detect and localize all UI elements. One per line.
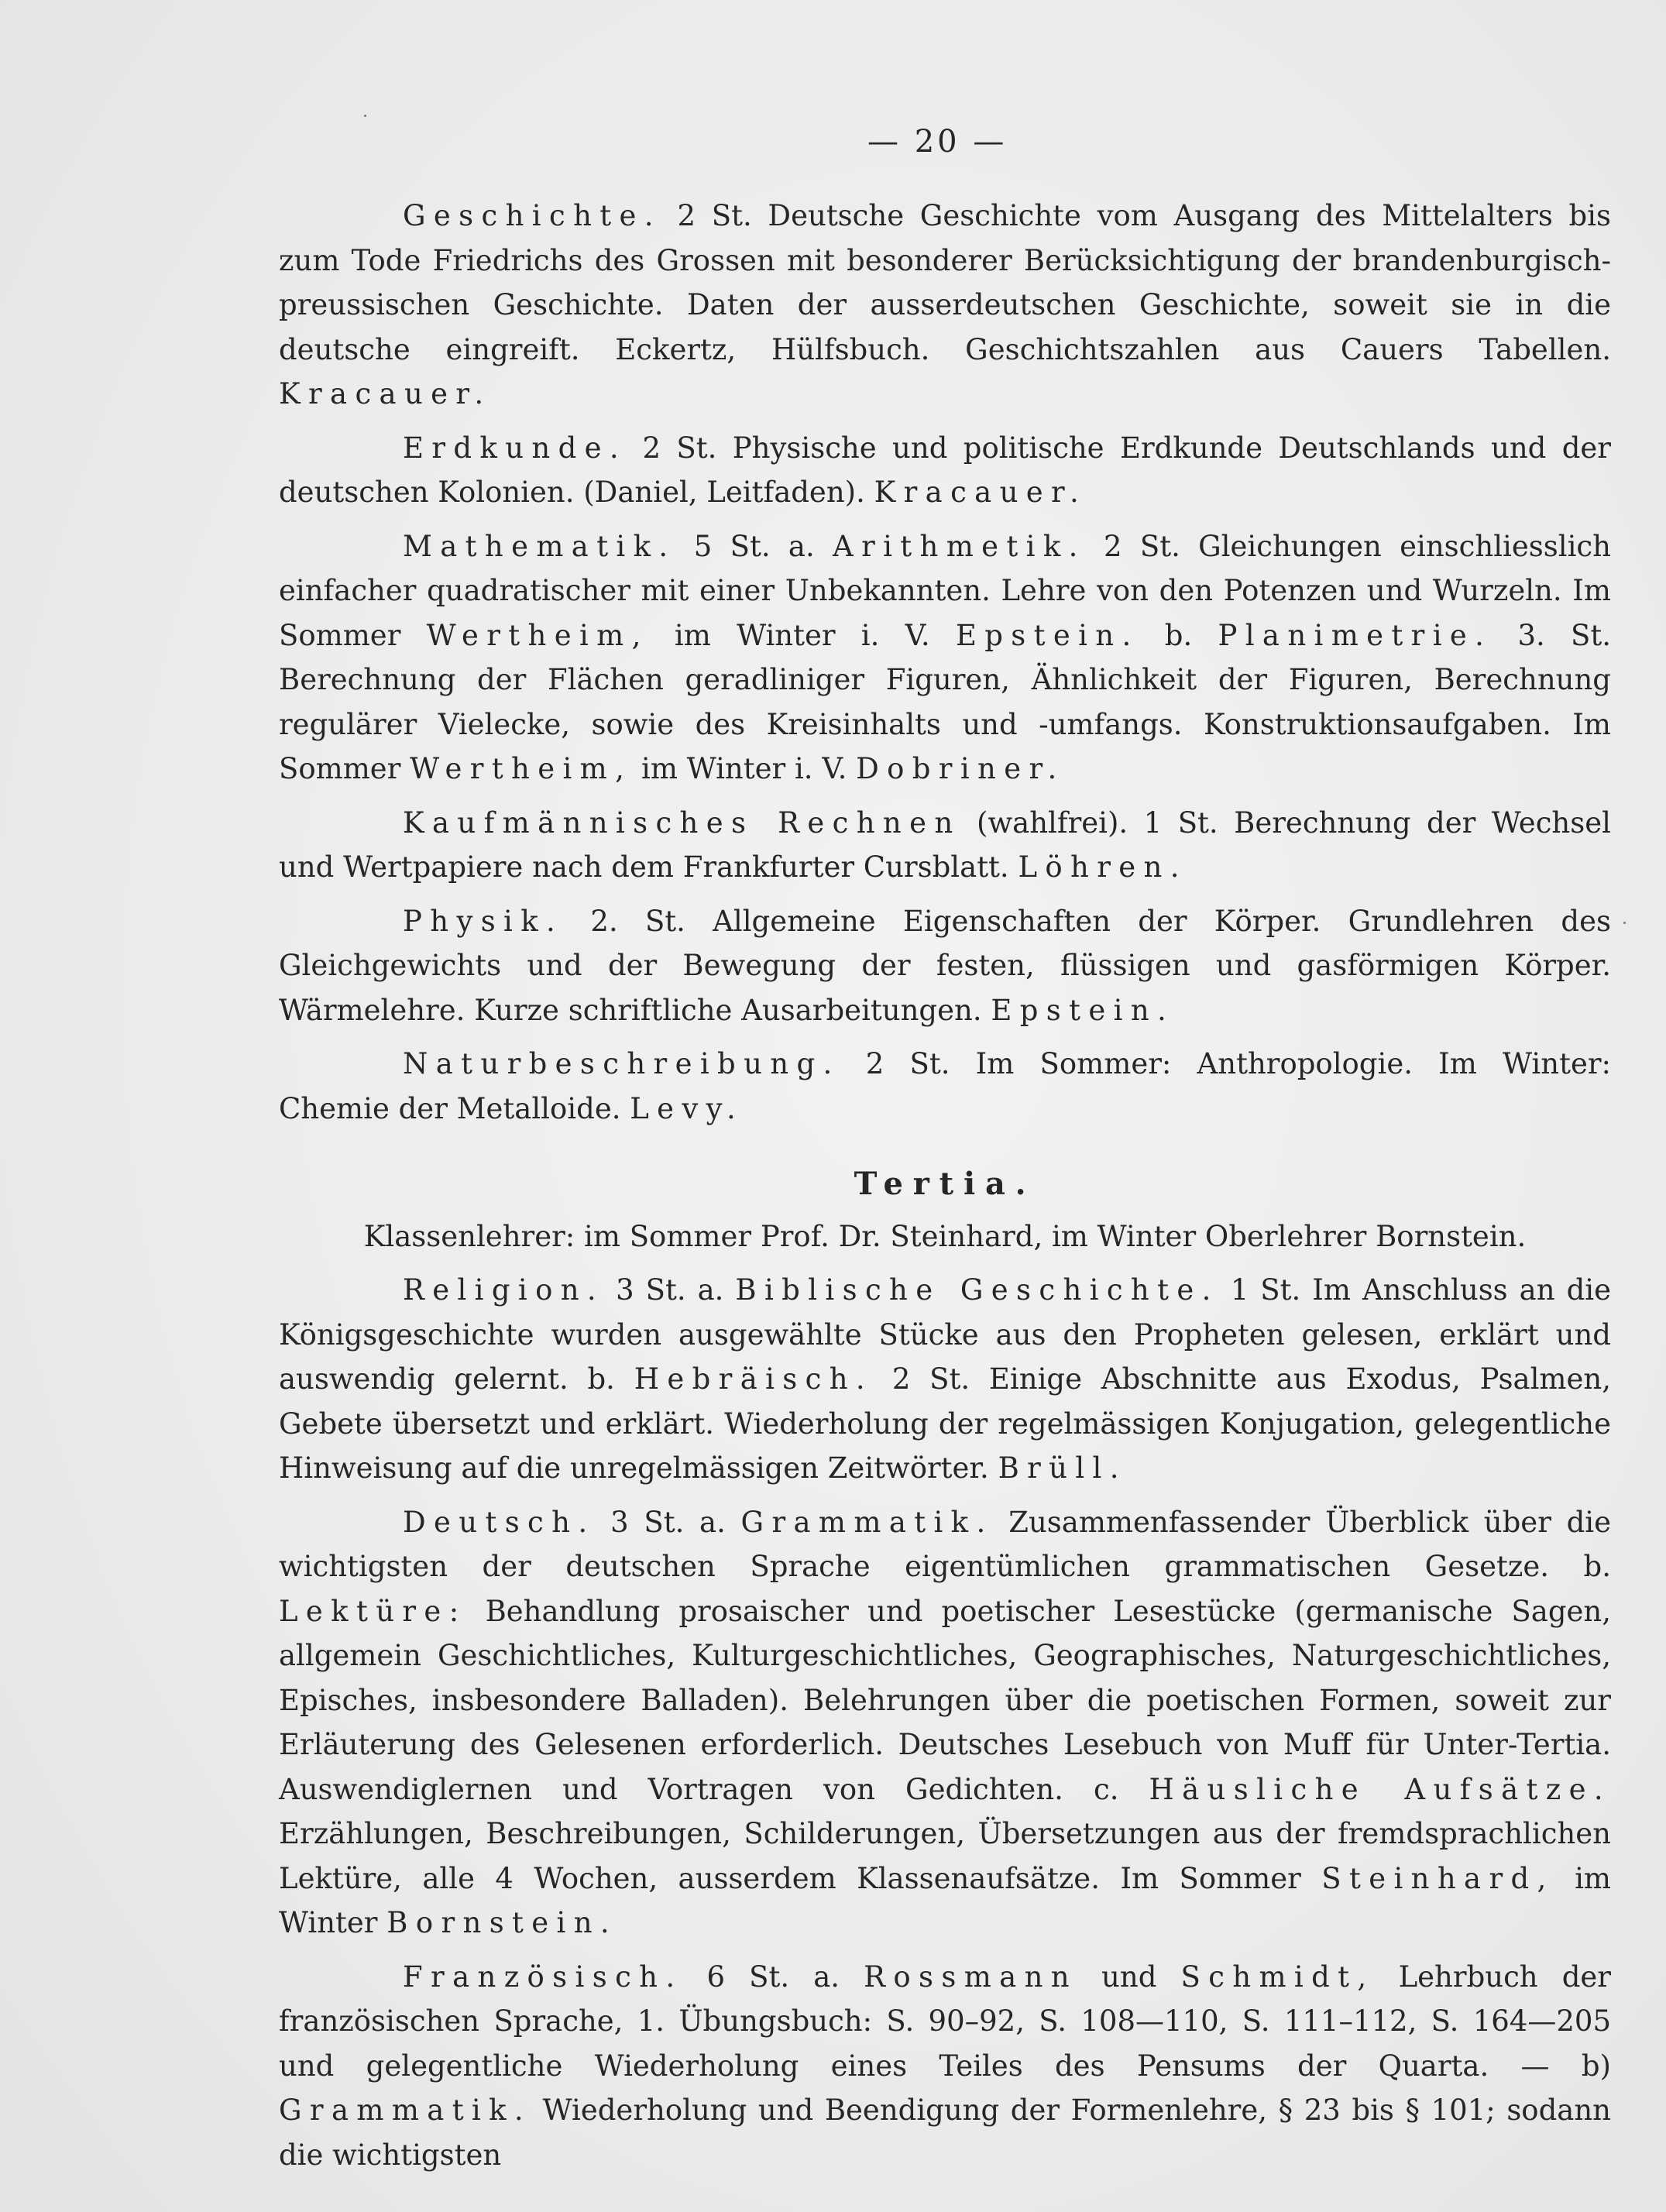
teacher-name: Bornstein. (386, 1906, 618, 1939)
paragraph-physik (279, 899, 1611, 1033)
subject-heading: Mathematik. (403, 529, 676, 563)
paragraph-text: (wahlfrei). 1 St. Berechnung der Wechsel und Wertpapiere nach dem Frankfurter Cursblatt. (279, 805, 1611, 884)
teacher-name: Epstein. (991, 993, 1175, 1027)
paragraph-franzoesisch (279, 1955, 1611, 2178)
paragraph-text: 6 St. a. (682, 1960, 864, 1994)
teacher-name: Steinhard, (1321, 1861, 1554, 1895)
subsection-heading: Häusliche Aufsätze. (1149, 1772, 1611, 1806)
paragraph-deutsch (279, 1500, 1611, 1946)
paragraph-text: b. (1139, 618, 1218, 652)
subject-heading: Kaufmännisches Rechnen (403, 805, 961, 840)
teacher-name: Kracauer. (279, 377, 492, 410)
class-teacher-line: Klassenlehrer: im Sommer Prof. Dr. Steinhard, im Winter Oberlehrer Bornstein. (363, 1219, 1527, 1253)
subsection-heading: Lektüre: (279, 1594, 467, 1628)
paragraph-text: 2 St. Einige Abschnitte aus Exodus, Psalmen, Gebete übersetzt und erklärt. Wiederholung der regelmässigen Konjugation, gelegentliche Hinweisung auf die unregelmässigen Zeitwörter. (279, 1362, 1611, 1485)
teacher-name: Wertheim, (410, 752, 633, 785)
subject-heading: Religion. (403, 1273, 605, 1307)
section-title-tertia: Tertia. (854, 1166, 1036, 1202)
paragraph-naturbeschreibung (279, 1042, 1611, 1131)
paragraph-kaufmaennisches-rechnen (279, 801, 1611, 890)
paragraph-text: Behandlung prosaischer und poetischer Lesestücke (germanische Sagen, allgemein Geschichtliches, Kulturgeschichtliches, Geographisches, Naturgeschichtliches, Episches, insbesondere Balladen). Belehrungen über die poetischen Formen, soweit zur Erläuterung des Gelesenen erforderlich. Deutsches Lesebuch von Muff für Unter-Tertia. Auswendiglernen und Vortragen von Gedichten. c. (279, 1594, 1611, 1806)
subsection-heading: Planimetrie. (1218, 618, 1493, 652)
paragraph-text: 2 St. Deutsche Geschichte vom Ausgang des Mittelalters bis zum Tode Friedrichs des Grossen mit besonderer Berücksichtigung der brandenburgisch-preussischen Geschichte. Daten der ausserdeutschen Geschichte, soweit sie in die deutsche eingreift. Eckertz, Hülfsbuch. Geschichtszahlen aus Cauers Tabellen. (279, 199, 1611, 366)
teacher-name: Epstein. (955, 618, 1139, 652)
paragraph-text: 2 St. Im Sommer: Anthropologie. Im Winter: Chemie der Metalloide. (279, 1047, 1611, 1125)
paragraph-text: im Winter i. V. (632, 752, 857, 785)
author-name: Rossmann (864, 1960, 1077, 1994)
paragraph-text: 3 St. a. (604, 1273, 736, 1307)
teacher-name: Kracauer. (874, 476, 1087, 509)
paragraph-text: im Winter i. V. (648, 618, 956, 652)
paragraph-text: und (1077, 1960, 1181, 1994)
paragraph-erdkunde (279, 426, 1611, 515)
subject-heading: Geschichte. (403, 199, 661, 232)
subject-heading: Naturbeschreibung. (403, 1047, 840, 1080)
subsection-heading: Hebräisch. (634, 1362, 874, 1396)
paragraph-mathematik (279, 524, 1611, 792)
teacher-name: Löhren. (1018, 850, 1187, 884)
subsection-heading: Grammatik. (740, 1505, 994, 1539)
paragraph-text: 2 St. Gleichungen einschliesslich einfacher quadratischer mit einer Unbekannten. Lehre von den Potenzen und Wurzeln. Im Sommer (279, 529, 1611, 652)
teacher-name: Wertheim, (426, 618, 649, 652)
paragraph-text: im Winter (279, 1861, 1611, 1939)
scan-speck (364, 115, 366, 117)
subsection-heading: Arithmetik. (832, 529, 1086, 563)
author-name: Schmidt, (1180, 1960, 1375, 1994)
paragraph-geschichte (279, 194, 1611, 417)
paragraph-religion (279, 1268, 1611, 1491)
subsection-heading: Biblische Geschichte. (735, 1273, 1219, 1307)
paragraph-text: Zusammenfassender Überblick über die wichtigsten der deutschen Sprache eigentümlichen grammatischen Gesetze. b. (279, 1505, 1611, 1583)
paragraph-text: 3. St. Berechnung der Flächen geradliniger Figuren, Ähnlichkeit der Figuren, Berechnung regulärer Vielecke, sowie des Kreisinhalts und -umfangs. Konstruktionsaufgaben. Im Sommer (279, 618, 1612, 785)
page-number: — 20 — (867, 124, 1008, 160)
teacher-name: Dobriner. (856, 752, 1065, 785)
teacher-name: Brüll. (998, 1451, 1127, 1485)
paragraph-text: Erzählungen, Beschreibungen, Schilderungen, Übersetzungen aus der fremdsprachlichen Lektüre, alle 4 Wochen, ausserdem Klassenaufsätze. Im Sommer (279, 1817, 1611, 1895)
paragraph-text: Lehrbuch der französischen Sprache, 1. Übungsbuch: S. 90–92, S. 108—110, S. 111–112, S. 164—205 und gelegentliche Wiederholung eines Teiles des Pensums der Quarta. — b) (279, 1960, 1611, 2083)
subject-heading: Deutsch. (403, 1505, 596, 1539)
subject-heading: Erdkunde. (403, 431, 627, 465)
subject-heading: Französisch. (403, 1960, 683, 1994)
paragraph-text: 2 St. Physische und politische Erdkunde Deutschlands und der deutschen Kolonien. (Daniel, Leitfaden). (279, 431, 1611, 509)
paragraph-text: 3 St. a. (595, 1505, 741, 1539)
paragraph-text: 1 St. Im Anschluss an die Königsgeschichte wurden ausgewählte Stücke aus den Propheten gelesen, erklärt und auswendig gelernt. b. (279, 1273, 1611, 1396)
page-body (279, 194, 1611, 2186)
paragraph-text: 2. St. Allgemeine Eigenschaften der Körper. Grundlehren des Gleichgewichts und der Bewegung der festen, flüssigen und gasförmigen Körper. Wärmelehre. Kurze schriftliche Ausarbeitungen. (279, 904, 1611, 1027)
subject-heading: Physik. (403, 904, 564, 938)
subsection-heading: Grammatik. (279, 2094, 532, 2127)
paragraph-text: 5 St. a. (675, 529, 833, 563)
scan-speck (1623, 922, 1626, 924)
teacher-name: Levy. (630, 1091, 744, 1125)
paragraph-text: Wiederholung und Beendigung der Formenlehre, § 23 bis § 101; sodann die wichtigsten (279, 2094, 1611, 2172)
